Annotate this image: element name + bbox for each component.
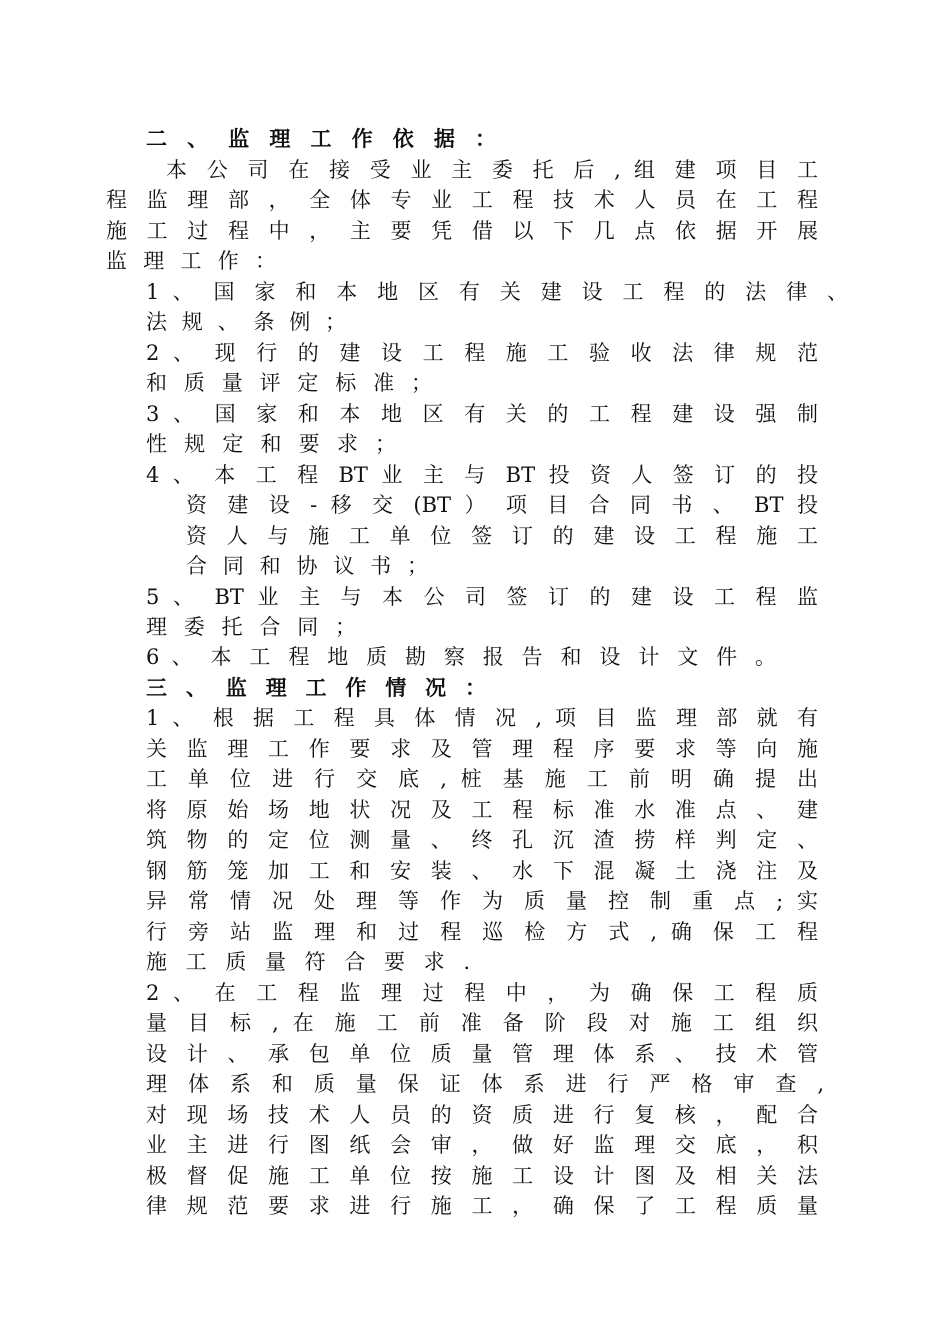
paragraph-line: 本 公 司 在 接 受 业 主 委 托 后 , 组 建 项 目 工 — [166, 158, 818, 182]
paragraph-line: 将 原 始 场 地 状 况 及 工 程 标 准 水 准 点 、 建 — [146, 798, 818, 822]
list-item-line: 性 规 定 和 要 求 ； — [146, 432, 396, 456]
paragraph-line: 工 单 位 进 行 交 底 , 桩 基 施 工 前 明 确 提 出 — [146, 767, 818, 791]
list-item-line: 资 建 设 - 移 交 (BT ） 项 目 合 同 书 、 BT 投 — [186, 493, 818, 517]
paragraph-line: 异 常 情 况 处 理 等 作 为 质 量 控 制 重 点 ; 实 — [146, 889, 818, 913]
paragraph-line: 对 现 场 技 术 人 员 的 资 质 进 行 复 核 ， 配 合 — [146, 1103, 818, 1127]
heading-basis: 二 、 监 理 工 作 依 据 ： — [146, 126, 496, 151]
paragraph-line: 施 工 质 量 符 合 要 求 . — [146, 950, 470, 974]
paragraph-line: 理 体 系 和 质 量 保 证 体 系 进 行 严 格 审 查 , — [146, 1072, 824, 1096]
list-item-line: 2 、 现 行 的 建 设 工 程 施 工 验 收 法 律 规 范 — [146, 341, 818, 365]
paragraph-line: 监 理 工 作 ： — [106, 249, 276, 273]
paragraph-line: 设 计 、 承 包 单 位 质 量 管 理 体 系 、 技 术 管 — [146, 1042, 818, 1066]
list-item-line: 3 、 国 家 和 本 地 区 有 关 的 工 程 建 设 强 制 — [146, 402, 818, 426]
paragraph-line: 筑 物 的 定 位 测 量 、 终 孔 沉 渣 捞 样 判 定 、 — [146, 828, 818, 852]
list-item-line: 法 规 、 条 例 ； — [146, 310, 346, 334]
list-item-line: 1 、 国 家 和 本 地 区 有 关 建 设 工 程 的 法 律 、 — [146, 280, 848, 304]
heading-status: 三 、 监 理 工 作 情 况 ： — [146, 675, 486, 700]
list-item-line: 和 质 量 评 定 标 准 ； — [146, 371, 432, 395]
list-item-line: 理 委 托 合 同 ； — [146, 615, 356, 639]
list-item-line: 5 、 BT 业 主 与 本 公 司 签 订 的 建 设 工 程 监 — [146, 585, 818, 609]
paragraph-line: 2 、 在 工 程 监 理 过 程 中 ， 为 确 保 工 程 质 — [146, 981, 818, 1005]
paragraph-line: 钢 筋 笼 加 工 和 安 装 、 水 下 混 凝 土 浇 注 及 — [146, 859, 818, 883]
paragraph-line: 1 、 根 据 工 程 具 体 情 况 , 项 目 监 理 部 就 有 — [146, 706, 818, 730]
paragraph-line: 关 监 理 工 作 要 求 及 管 理 程 序 要 求 等 向 施 — [146, 737, 818, 761]
paragraph-line: 施 工 过 程 中 ， 主 要 凭 借 以 下 几 点 依 据 开 展 — [106, 219, 818, 243]
paragraph-line: 程 监 理 部 ， 全 体 专 业 工 程 技 术 人 员 在 工 程 — [106, 188, 818, 212]
paragraph-line: 极 督 促 施 工 单 位 按 施 工 设 计 图 及 相 关 法 — [146, 1164, 818, 1188]
paragraph-line: 量 目 标 , 在 施 工 前 准 备 阶 段 对 施 工 组 织 — [146, 1011, 818, 1035]
paragraph-line: 行 旁 站 监 理 和 过 程 巡 检 方 式 , 确 保 工 程 — [146, 920, 818, 944]
list-item-line: 6 、 本 工 程 地 质 勘 察 报 告 和 设 计 文 件 。 — [146, 645, 776, 669]
list-item-line: 合 同 和 协 议 书 ； — [186, 554, 428, 578]
paragraph-line: 业 主 进 行 图 纸 会 审 ， 做 好 监 理 交 底 ， 积 — [146, 1133, 818, 1157]
paragraph-line: 律 规 范 要 求 进 行 施 工 ， 确 保 了 工 程 质 量 — [146, 1194, 818, 1218]
list-item-line: 资 人 与 施 工 单 位 签 订 的 建 设 工 程 施 工 — [186, 524, 818, 548]
list-item-line: 4 、 本 工 程 BT 业 主 与 BT 投 资 人 签 订 的 投 — [146, 463, 818, 487]
